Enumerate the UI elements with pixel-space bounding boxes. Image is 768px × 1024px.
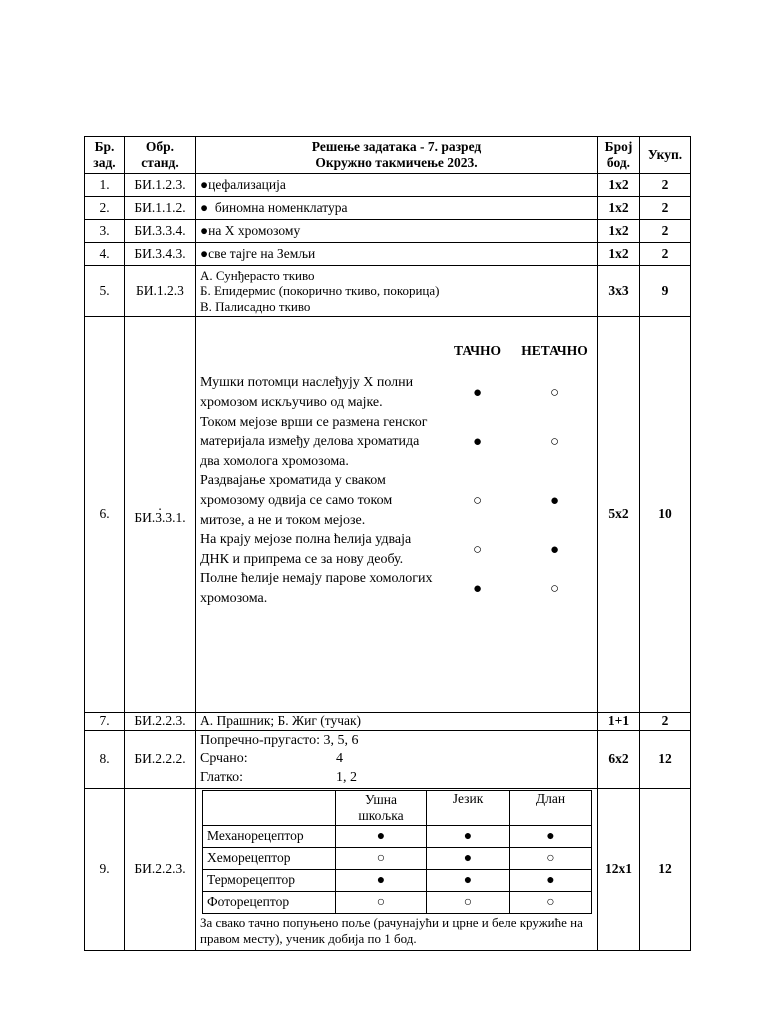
header-row bbox=[85, 137, 691, 174]
row-num: 7. bbox=[85, 713, 125, 731]
false-mark: ○ bbox=[549, 433, 560, 450]
row-3 bbox=[85, 220, 691, 243]
header-pts: Број бод. bbox=[598, 137, 640, 174]
row-pts: 1+1 bbox=[598, 713, 640, 731]
mark: ● bbox=[510, 826, 592, 848]
col-true: ТАЧНО bbox=[454, 343, 501, 358]
row-std: БИ.2.2.2. bbox=[125, 731, 196, 789]
row-total: 2 bbox=[640, 174, 691, 197]
muscle-value: 4 bbox=[336, 751, 343, 767]
row-answer bbox=[196, 266, 598, 317]
receptor-label: Хеморецептор bbox=[203, 848, 336, 870]
col-false: НЕТАЧНО bbox=[521, 343, 588, 358]
row-total: 2 bbox=[640, 713, 691, 731]
tf-statement bbox=[200, 569, 593, 608]
muscle-line bbox=[200, 769, 593, 787]
row-std: БИ.3.3.1. bbox=[134, 510, 186, 526]
mark: ○ bbox=[427, 892, 510, 914]
row-num: 1. bbox=[85, 174, 125, 197]
row-pts: 1x2 bbox=[598, 220, 640, 243]
muscle-line: Попречно-пругасто: 3, 5, 6 bbox=[200, 733, 359, 749]
muscle-value: 1, 2 bbox=[336, 769, 357, 785]
true-mark: ○ bbox=[472, 492, 483, 509]
muscle-label: Глатко: bbox=[200, 769, 243, 785]
row-answer: ●на X хромозому bbox=[196, 220, 598, 243]
mark: ○ bbox=[510, 848, 592, 870]
mark: ○ bbox=[336, 892, 427, 914]
true-mark: ● bbox=[472, 384, 483, 401]
scoring-note: За свако тачно попуњено поље (рачунајући и црне и беле кружиће на правом месту), ученик добија по 1 бод. bbox=[200, 915, 583, 947]
statement-text: Мушки потомци наслеђују X полни хромозом искључиво од мајке. bbox=[200, 375, 414, 411]
grid-row bbox=[203, 848, 592, 870]
row-num: 3. bbox=[85, 220, 125, 243]
muscle-label: Срчано: bbox=[200, 751, 248, 767]
row-num: 5. bbox=[85, 266, 125, 317]
row-total: 2 bbox=[640, 220, 691, 243]
false-mark: ○ bbox=[549, 384, 560, 401]
solutions-table bbox=[84, 136, 691, 951]
statement-text: Током мејозе врши се размена генског материјала између делова хроматида два хомолога хромозома. bbox=[200, 414, 428, 469]
row-9 bbox=[85, 789, 691, 951]
mark: ○ bbox=[336, 848, 427, 870]
row-total: 2 bbox=[640, 197, 691, 220]
receptor-label: Фоторецептор bbox=[203, 892, 336, 914]
header-total: Укуп. bbox=[640, 137, 691, 174]
row-std: БИ.2.2.3. bbox=[125, 789, 196, 951]
row-pts: 1x2 bbox=[598, 174, 640, 197]
row-num: 9. bbox=[85, 789, 125, 951]
row-2 bbox=[85, 197, 691, 220]
mark: ● bbox=[427, 848, 510, 870]
col-palm: Длан bbox=[510, 791, 592, 826]
title-line-1: Решење задатака - 7. разред bbox=[311, 138, 482, 154]
row-pts: 3x3 bbox=[598, 266, 640, 317]
row-pts: 5x2 bbox=[598, 317, 640, 713]
statement-text: На крају мејозе полна ћелија удваја ДНК и припрема се за нову деобу. bbox=[200, 532, 412, 567]
tf-statement bbox=[200, 530, 593, 569]
row-answer: ● биномна номенклатура bbox=[196, 197, 598, 220]
row-num: 2. bbox=[85, 197, 125, 220]
row-pts: 6x2 bbox=[598, 731, 640, 789]
tf-statement bbox=[200, 413, 593, 472]
row-answer: ●цефализација bbox=[196, 174, 598, 197]
row-total: 10 bbox=[640, 317, 691, 713]
row-6 bbox=[85, 317, 691, 713]
row-std: БИ.3.4.3. bbox=[125, 243, 196, 266]
std-dot: . bbox=[158, 498, 162, 514]
row-total: 9 bbox=[640, 266, 691, 317]
statement-text: Полне ћелије немају парове хомологих хромозома. bbox=[200, 571, 433, 606]
header-title bbox=[196, 137, 598, 174]
answer-line: А. Сунђерасто ткиво bbox=[200, 268, 315, 284]
row-total: 12 bbox=[640, 731, 691, 789]
row-std: БИ.3.3.4. bbox=[125, 220, 196, 243]
row-std-cell bbox=[125, 317, 196, 713]
row-std: БИ.2.2.3. bbox=[125, 713, 196, 731]
receptor-label: Механорецептор bbox=[203, 826, 336, 848]
header-num: Бр. зад. bbox=[85, 137, 125, 174]
header-std: Обр. станд. bbox=[125, 137, 196, 174]
true-false-table bbox=[200, 317, 593, 609]
tf-header bbox=[200, 317, 593, 373]
false-mark: ○ bbox=[549, 580, 560, 597]
receptor-cell bbox=[196, 789, 598, 951]
row-std: БИ.1.2.3 bbox=[125, 266, 196, 317]
mark: ● bbox=[336, 870, 427, 892]
row-pts: 1x2 bbox=[598, 197, 640, 220]
row-8 bbox=[85, 731, 691, 789]
mark: ○ bbox=[510, 892, 592, 914]
mark: ● bbox=[336, 826, 427, 848]
row-num: 6. bbox=[85, 317, 125, 713]
mark: ● bbox=[510, 870, 592, 892]
row-answer: ●све тајге на Земљи bbox=[196, 243, 598, 266]
row-answer bbox=[196, 731, 598, 789]
muscle-line bbox=[200, 750, 593, 768]
false-mark: ● bbox=[549, 492, 560, 509]
mark: ● bbox=[427, 826, 510, 848]
tf-statement bbox=[200, 471, 593, 530]
statement-text: Раздвајање хроматида у сваком хромозому одвија се само током митозе, а не и током мејозе. bbox=[200, 473, 393, 528]
row-7 bbox=[85, 713, 691, 731]
row-num: 8. bbox=[85, 731, 125, 789]
true-mark: ○ bbox=[472, 541, 483, 558]
grid-header bbox=[203, 791, 592, 826]
answer-line: В. Палисадно ткиво bbox=[200, 298, 311, 314]
row-answer: А. Прашник; Б. Жиг (тучак) bbox=[196, 713, 598, 731]
receptor-label: Терморецептор bbox=[203, 870, 336, 892]
grid-row bbox=[203, 826, 592, 848]
col-ear: Ушна шкољка bbox=[336, 791, 427, 826]
receptor-grid bbox=[202, 790, 592, 914]
col-tongue: Језик bbox=[427, 791, 510, 826]
row-pts: 12x1 bbox=[598, 789, 640, 951]
row-4 bbox=[85, 243, 691, 266]
true-false-cell bbox=[196, 317, 598, 713]
row-std: БИ.1.2.3. bbox=[125, 174, 196, 197]
true-mark: ● bbox=[472, 580, 483, 597]
answer-line: Б. Епидермис (покорично ткиво, покорица) bbox=[200, 283, 440, 299]
mark: ● bbox=[427, 870, 510, 892]
row-total: 12 bbox=[640, 789, 691, 951]
row-std: БИ.1.1.2. bbox=[125, 197, 196, 220]
row-1 bbox=[85, 174, 691, 197]
row-total: 2 bbox=[640, 243, 691, 266]
grid-row bbox=[203, 870, 592, 892]
grid-row bbox=[203, 892, 592, 914]
title-line-2: Окружно такмичење 2023. bbox=[315, 155, 478, 170]
row-num: 4. bbox=[85, 243, 125, 266]
row-pts: 1x2 bbox=[598, 243, 640, 266]
false-mark: ● bbox=[549, 541, 560, 558]
true-mark: ● bbox=[472, 433, 483, 450]
row-5 bbox=[85, 266, 691, 317]
tf-statement bbox=[200, 373, 593, 412]
